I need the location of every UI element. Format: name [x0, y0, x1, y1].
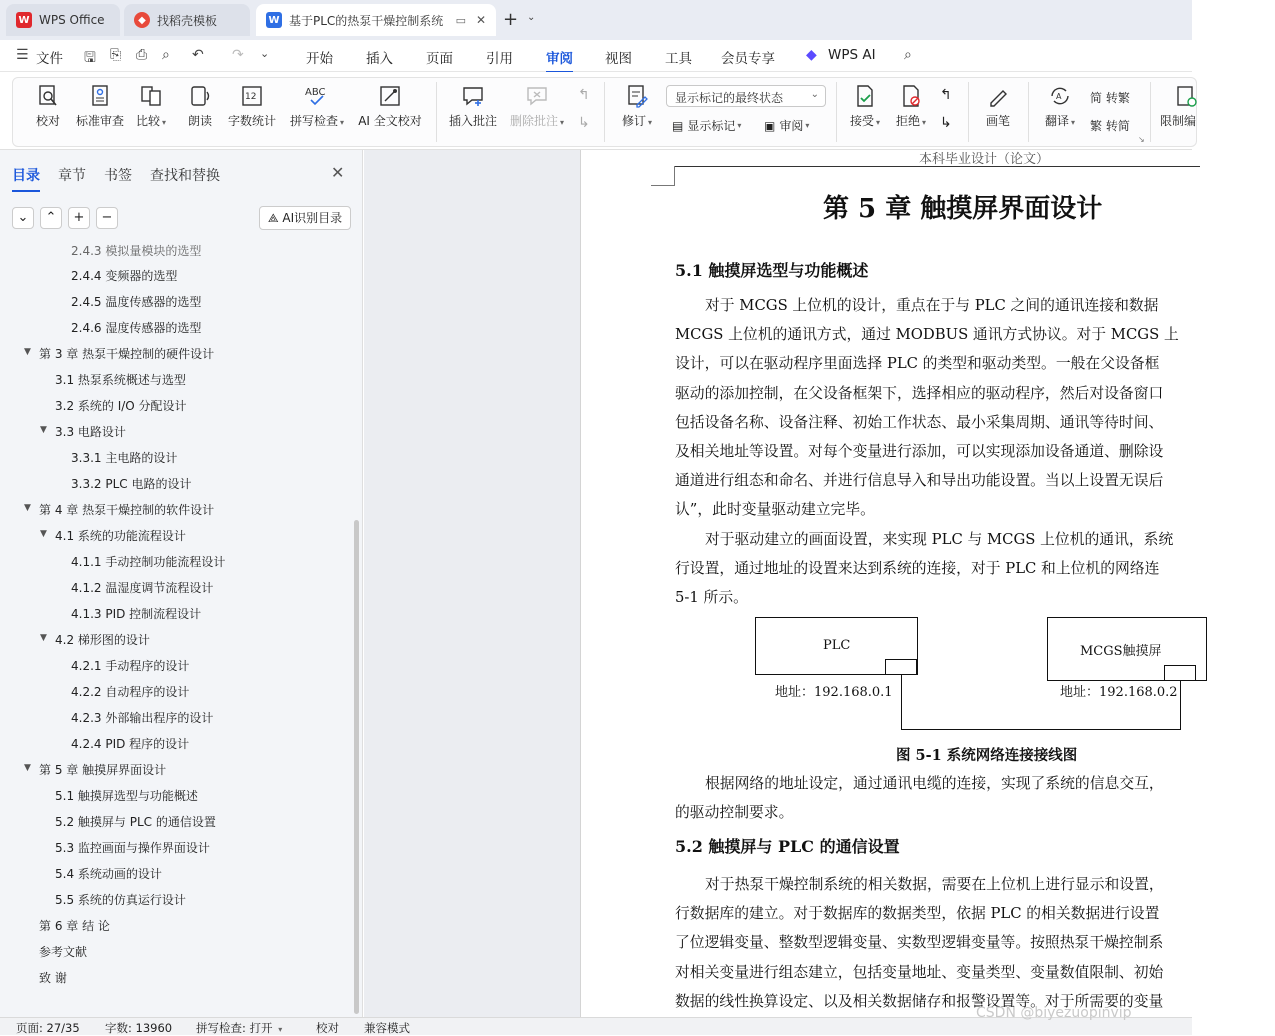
toc-item[interactable]: 3.1 热泵系统概述与选型: [55, 373, 186, 387]
ai-proofread-button[interactable]: AI 全文校对: [356, 84, 424, 140]
toc-item[interactable]: ▼ 3.3 电路设计: [40, 425, 126, 439]
add-heading-button[interactable]: [68, 207, 90, 229]
toc-item[interactable]: ▼ 第 4 章 热泵干燥控制的软件设计: [24, 503, 215, 517]
paragraph: 对于热泵干燥控制系统的相关数据，需要在上位机上进行显示和设置， 行数据库的建立。对于数据库的数据类型，依据 PLC 的相关数据进行设置 了位逻辑变量、整数型逻辑变量、实数型逻辑变量等。按照热泵干燥控制系 对相关变量进行组态建立，包括变量地址、变量类型、变量数值限制、初始 数据的线性换算设定、以及相关数据储存和报警设置等。对于所需要的变量: [675, 876, 1164, 1010]
toc-item[interactable]: ▼ 4.2 梯形图的设计: [40, 633, 150, 647]
page-header: 本科毕业设计（论文）: [919, 152, 1050, 167]
accept-button[interactable]: 接受 ▾: [846, 84, 884, 140]
cable-line: [901, 729, 1181, 730]
toc-item[interactable]: 3.2 系统的 I/O 分配设计: [55, 399, 187, 413]
close-tab-icon[interactable]: ✕: [475, 13, 486, 27]
tab-bar: [0, 0, 1192, 40]
next-change-icon[interactable]: ↳: [940, 115, 952, 131]
translate-button[interactable]: A 翻译 ▾: [1040, 84, 1080, 140]
ribbon-separator: [604, 82, 605, 142]
show-markup-icon: ▤: [672, 118, 684, 133]
read-aloud-button[interactable]: 朗读: [186, 84, 214, 140]
delete-comment-button[interactable]: 删除批注 ▾: [506, 84, 568, 140]
toc-list: [0, 238, 350, 1014]
toc-item[interactable]: 5.1 触摸屏选型与功能概述: [55, 789, 198, 803]
pen-icon: [986, 84, 1010, 108]
proofread-icon: [36, 84, 60, 108]
print-icon[interactable]: ⎙: [136, 47, 148, 63]
chapter-title: 第 5 章 触摸屏界面设计: [823, 194, 1103, 224]
toc-item[interactable]: 5.2 触摸屏与 PLC 的通信设置: [55, 815, 216, 829]
menu-references[interactable]: 引用: [486, 51, 513, 67]
standard-review-icon: [88, 84, 112, 108]
menu-page[interactable]: 页面: [426, 51, 453, 67]
tab-template[interactable]: ◆ 找稻壳模板: [124, 4, 250, 36]
restrict-edit-button[interactable]: 限制编: [1160, 84, 1210, 140]
output-icon[interactable]: ⎘: [110, 47, 122, 63]
toc-item[interactable]: ▼ 4.1 系统的功能流程设计: [40, 529, 186, 543]
spell-check-button[interactable]: ABC 拼写检查 ▾: [286, 84, 348, 140]
expand-toggle-icon[interactable]: ▼: [24, 763, 31, 773]
toc-item[interactable]: 4.2.1 手动程序的设计: [71, 659, 190, 673]
reject-button[interactable]: 拒绝 ▾: [892, 84, 930, 140]
docer-icon: ◆: [134, 12, 150, 28]
expand-toggle-icon[interactable]: ▼: [24, 347, 31, 357]
proofread-status[interactable]: 校对: [316, 1021, 339, 1035]
toc-item[interactable]: 5.5 系统的仿真运行设计: [55, 893, 186, 907]
header-rule: [675, 166, 1200, 167]
mcgs-label: MCGS触摸屏: [1080, 644, 1162, 659]
ribbon-separator: [1028, 82, 1029, 142]
minus-icon: −: [101, 210, 113, 225]
compat-mode-status: 兼容模式: [364, 1021, 410, 1035]
writer-doc-icon: W: [266, 12, 282, 28]
toc-item[interactable]: 4.2.2 自动程序的设计: [71, 685, 190, 699]
spell-check-status[interactable]: 拼写检查: 打开 ▾: [196, 1021, 283, 1035]
spell-check-icon: [303, 84, 331, 108]
screen-icon[interactable]: ▭: [455, 13, 466, 27]
reject-icon: [899, 84, 923, 108]
remove-heading-button[interactable]: [96, 207, 118, 229]
svg-text:12: 12: [245, 92, 257, 102]
show-markup-button[interactable]: ▤ 显示标记 ▾: [672, 118, 742, 133]
prev-change-icon[interactable]: ↰: [940, 87, 952, 103]
toc-item[interactable]: ▼ 第 5 章 触摸屏界面设计: [24, 763, 167, 777]
toc-item[interactable]: 致 谢: [39, 971, 67, 985]
toc-item[interactable]: 第 6 章 结 论: [39, 919, 110, 933]
wps-logo-icon: W: [16, 12, 32, 28]
toc-item[interactable]: 4.1.1 手动控制功能流程设计: [71, 555, 226, 569]
undo-icon[interactable]: ↶: [192, 47, 204, 63]
toc-item[interactable]: 2.4.3 模拟量模块的选型: [71, 244, 202, 258]
compare-button[interactable]: 比较 ▾: [134, 84, 168, 140]
to-simplified-button[interactable]: 繁 转简: [1090, 119, 1130, 133]
toc-item[interactable]: 3.3.1 主电路的设计: [71, 451, 178, 465]
chevron-down-icon: ▾: [278, 1025, 283, 1034]
quick-access-chevron-icon[interactable]: ⌄: [260, 47, 270, 60]
mcgs-address: 地址：192.168.0.2: [1060, 685, 1178, 700]
chevron-down-icon: ⌄: [810, 89, 819, 100]
toc-item[interactable]: 2.4.5 温度传感器的选型: [71, 295, 202, 309]
tab-find-replace[interactable]: 查找和替换: [150, 168, 220, 184]
ribbon-separator: [436, 82, 437, 142]
menu-review[interactable]: 审阅: [546, 47, 573, 67]
proofread-button[interactable]: 校对: [32, 84, 64, 140]
tab-sections[interactable]: 章节: [58, 168, 86, 184]
compare-icon: [139, 84, 163, 108]
plc-port: [885, 659, 917, 675]
wps-ai-icon: ◆: [806, 47, 817, 63]
svg-text:ABC: ABC: [305, 87, 326, 98]
review-pane-icon: ▣: [764, 118, 776, 133]
ribbon-separator: [968, 82, 969, 142]
menu-view[interactable]: 视图: [605, 51, 632, 67]
cable-line: [1180, 681, 1181, 730]
search-icon[interactable]: ⌕: [904, 47, 912, 63]
expand-toggle-icon[interactable]: ▼: [24, 503, 31, 513]
word-count-button[interactable]: 12 字数统计: [226, 84, 278, 140]
revise-icon: [625, 84, 649, 108]
print-preview-icon[interactable]: ⌕: [162, 47, 170, 63]
expand-toggle-icon[interactable]: ▼: [40, 529, 47, 539]
toc-item[interactable]: 5.3 监控画面与操作界面设计: [55, 841, 210, 855]
insert-comment-icon: [461, 84, 485, 108]
figure-caption: 图 5-1 系统网络连接接线图: [896, 747, 1078, 764]
tab-bookmarks[interactable]: 书签: [104, 168, 132, 184]
revise-button[interactable]: 修订 ▾: [614, 84, 660, 140]
display-mode-select[interactable]: 显示标记的最终状态 ⌄: [666, 85, 826, 107]
tab-toc[interactable]: 目录: [12, 165, 40, 185]
word-count-icon: [240, 84, 264, 108]
expand-toggle-icon[interactable]: ▼: [40, 633, 47, 643]
menu-wps-ai[interactable]: WPS AI: [828, 47, 876, 63]
paragraph: 根据网络的地址设定，通过通讯电缆的连接，实现了系统的信息交互， 的驱动控制要求。: [675, 775, 1164, 822]
ai-proofread-icon: [378, 84, 402, 108]
toc-item[interactable]: 4.2.3 外部输出程序的设计: [71, 711, 214, 725]
expand-toggle-icon[interactable]: ▼: [40, 425, 47, 435]
svg-text:A: A: [1056, 92, 1062, 101]
redo-icon[interactable]: ↷: [232, 47, 244, 63]
crop-mark: [651, 166, 675, 186]
read-aloud-icon: [188, 84, 212, 108]
menu-file[interactable]: 文件: [36, 51, 63, 67]
section-heading: 5.2 触摸屏与 PLC 的通信设置: [675, 837, 900, 856]
pen-button[interactable]: 画笔: [982, 84, 1014, 140]
section-heading: 5.1 触摸屏选型与功能概述: [675, 261, 869, 280]
to-traditional-button[interactable]: 简 转繁: [1090, 91, 1130, 105]
paragraph: 对于 MCGS 上位机的设计，重点在于与 PLC 之间的通讯连接和数据 MCGS 上位机的通讯方式，通过 MODBUS 通讯方式协议。对于 MCGS 上 设计，可以在驱动程序里面选择 PLC 的类型和驱动类型。一般在父设备框 驱动的添加控制，在父设备框架下，选择相应的驱动程序，然后对设备窗口 包括设备名称、设备注释、初始工作状态、最小采集周期、通讯等待时间、 及相关地址等设置。对每个变量进行添加，可以实现添加设备通道、删除设 通道进行组态和命名、并进行信息导入和导出功能设置。当以上设置无误后 认”，此时变量驱动建立完毕。: [675, 297, 1179, 519]
toc-item[interactable]: 4.2.4 PID 程序的设计: [71, 737, 190, 751]
collapse-all-button[interactable]: [12, 207, 34, 229]
translate-icon: [1048, 84, 1072, 108]
menu-insert[interactable]: 插入: [366, 51, 393, 67]
ribbon-expand-icon[interactable]: ↘: [1138, 135, 1145, 144]
toc-item[interactable]: ▼ 第 3 章 热泵干燥控制的硬件设计: [24, 347, 215, 361]
document-page[interactable]: [580, 150, 1200, 1017]
save-icon[interactable]: 🖫: [84, 50, 96, 66]
next-comment-icon[interactable]: ↳: [578, 115, 590, 131]
page-indicator[interactable]: 页面: 27/35: [16, 1021, 80, 1035]
word-count-indicator[interactable]: 字数: 13960: [105, 1021, 173, 1035]
navigation-pane: [0, 150, 363, 1017]
toc-item[interactable]: 参考文献: [39, 945, 88, 959]
network-diagram: [675, 608, 1205, 743]
hamburger-icon[interactable]: ☰: [16, 47, 29, 63]
tab-document-title: 基于PLC的热泵干燥控制系统: [289, 13, 444, 28]
toc-item[interactable]: 4.1.2 温湿度调节流程设计: [71, 581, 214, 595]
toc-item[interactable]: 2.4.6 湿度传感器的选型: [71, 321, 202, 335]
chevron-up-icon: ⌃: [45, 210, 57, 225]
delete-comment-icon: [525, 84, 549, 108]
review-ribbon: [0, 72, 1197, 150]
ribbon-separator: [1150, 82, 1151, 142]
toc-item[interactable]: 2.4.4 变频器的选型: [71, 269, 178, 283]
ribbon-separator: [836, 82, 837, 142]
toc-item[interactable]: 5.4 系统动画的设计: [55, 867, 162, 881]
restrict-edit-icon: [1174, 84, 1198, 108]
prev-comment-icon[interactable]: ↰: [578, 87, 590, 103]
paragraph: 对于驱动建立的画面设置，来实现 PLC 与 MCGS 上位机的通讯，系统 行设置，通过地址的设置来达到系统的连接，对于 PLC 和上位机的网络连 5-1 所示。: [675, 531, 1174, 607]
ai-toc-button[interactable]: ⟁ AI识别目录: [259, 206, 351, 230]
ai-toc-icon: ⟁: [267, 211, 283, 225]
close-panel-icon[interactable]: ✕: [331, 163, 345, 182]
plc-label: PLC: [823, 638, 851, 653]
accept-icon: [853, 84, 877, 108]
plus-icon: +: [73, 210, 85, 225]
new-tab-icon[interactable]: +: [503, 9, 519, 30]
menu-tools[interactable]: 工具: [665, 51, 692, 67]
tab-wps-office[interactable]: W WPS Office: [6, 4, 120, 36]
tab-list-chevron-icon[interactable]: ⌄: [527, 12, 536, 23]
menu-bar: [0, 40, 1192, 72]
expand-button[interactable]: [40, 207, 62, 229]
standard-review-button[interactable]: 标准审查: [74, 84, 126, 140]
toc-item[interactable]: 4.1.3 PID 控制流程设计: [71, 607, 202, 621]
toc-item[interactable]: 3.3.2 PLC 电路的设计: [71, 477, 192, 491]
plc-address: 地址：192.168.0.1: [775, 685, 893, 700]
watermark: CSDN @biyezuopinvip: [976, 1005, 1132, 1021]
mcgs-port: [1164, 665, 1196, 681]
toc-scrollbar[interactable]: [354, 520, 359, 1014]
insert-comment-button[interactable]: 插入批注: [446, 84, 500, 140]
tab-document[interactable]: [256, 4, 496, 36]
cable-line: [901, 675, 902, 729]
review-pane-button[interactable]: ▣ 审阅 ▾: [764, 118, 810, 133]
document-canvas: [364, 150, 1192, 1017]
menu-start[interactable]: 开始: [306, 51, 333, 67]
menu-member[interactable]: 会员专享: [721, 51, 775, 67]
chevron-down-icon: ⌄: [17, 210, 29, 225]
